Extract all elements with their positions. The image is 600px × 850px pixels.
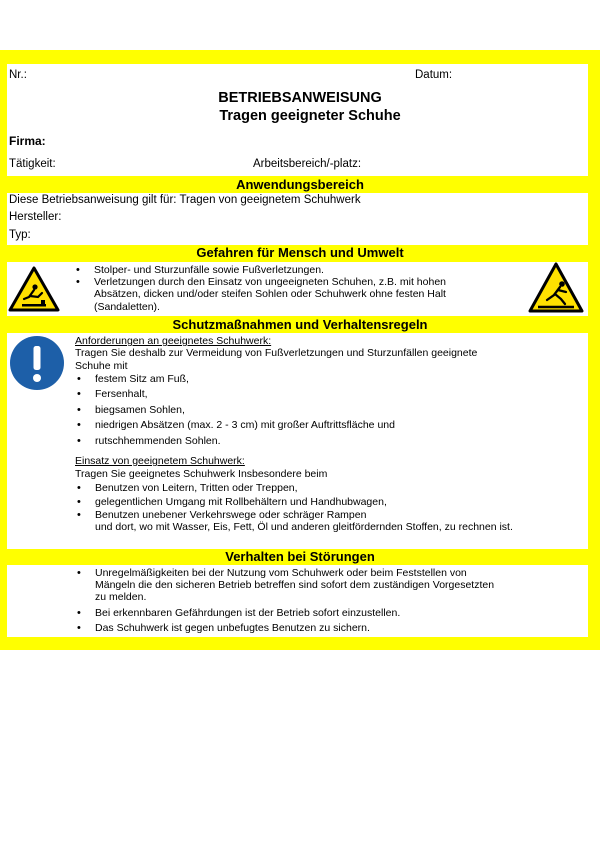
list-item: • biegsamen Sohlen, — [75, 403, 515, 418]
firma-label: Firma: — [9, 134, 46, 148]
mandatory-action-icon — [9, 335, 65, 391]
list-item: • festem Sitz am Fuß, — [75, 372, 515, 387]
anforderungen-list — [75, 372, 515, 449]
slip-hazard-warning-icon — [528, 262, 584, 314]
list-item: • rutschhemmenden Sohlen. — [75, 434, 515, 449]
section-title-gefahren: Gefahren für Mensch und Umwelt — [196, 245, 404, 260]
list-item: • Benutzen von Leitern, Tritten oder Treppen, — [75, 482, 515, 496]
arbeitsbereich-label: Arbeitsbereich/-platz: — [253, 158, 362, 170]
list-item: • Unregelmäßigkeiten bei der Nutzung vom Schuhwerk oder beim Feststellen von Mängeln die den sicheren Betrieb betreffen sind sofort dem zuständigen Vorgesetzten zu melden. — [75, 567, 507, 604]
list-item: • Verletzungen durch den Einsatz von ungeeigneten Schuhen, z.B. mit hohen Absätzen, dicken und/oder steifen Sohlen oder Schuhwerk ohne festen Halt (Sandaletten). — [74, 276, 494, 313]
list-item: • niedrigen Absätzen (max. 2 - 3 cm) mit großer Auftrittsfläche und — [75, 418, 515, 433]
nr-label: Nr.: — [9, 69, 27, 81]
section-title-stoerungen: Verhalten bei Störungen — [225, 549, 375, 564]
list-item: • Bei erkennbaren Gefährdungen ist der Betrieb sofort einzustellen. — [75, 607, 507, 619]
anforderungen-heading: Anforderungen an geeignetes Schuhwerk: — [75, 335, 272, 347]
list-item: • Das Schuhwerk ist gegen unbefugtes Benutzen zu sichern. — [75, 622, 507, 634]
stoerungen-list — [75, 567, 507, 634]
taetigkeit-label: Tätigkeit: — [9, 158, 56, 170]
anwendungsbereich-line: Diese Betriebsanweisung gilt für: Tragen von geeignetem Schuhwerk — [9, 194, 361, 206]
anforderungen-intro-a: Tragen Sie deshalb zur Vermeidung von Fußverletzungen und Sturzunfällen geeignete — [75, 347, 478, 359]
typ-label: Typ: — [9, 229, 31, 241]
trip-hazard-warning-icon — [8, 266, 60, 312]
anforderungen-intro-b: Schuhe mit — [75, 360, 128, 372]
section-title-schutzmassnahmen: Schutzmaßnahmen und Verhaltensregeln — [172, 317, 428, 332]
section-title-anwendungsbereich: Anwendungsbereich — [236, 177, 364, 192]
einsatz-intro: Tragen Sie geeignetes Schuhwerk Insbesondere beim — [75, 468, 328, 480]
list-item: • Benutzen unebener Verkehrswege oder schräger Rampen und dort, wo mit Wasser, Eis, Fett, Öl und anderen gleitfördernden Stoffen, zu rechnen ist. — [75, 509, 515, 533]
list-item: • gelegentlichen Umgang mit Rollbehältern und Handhubwagen, — [75, 496, 515, 510]
document-title: BETRIEBSANWEISUNG — [218, 90, 382, 106]
hersteller-label: Hersteller: — [9, 211, 62, 223]
einsatz-heading: Einsatz von geeignetem Schuhwerk: — [75, 455, 245, 467]
gefahren-list — [74, 264, 494, 313]
einsatz-list — [75, 482, 515, 534]
document-subtitle: Tragen geeigneter Schuhe — [219, 108, 401, 124]
list-item: • Fersenhalt, — [75, 387, 515, 402]
list-item: • Stolper- und Sturzunfälle sowie Fußverletzungen. — [74, 264, 494, 276]
datum-label: Datum: — [415, 69, 453, 81]
